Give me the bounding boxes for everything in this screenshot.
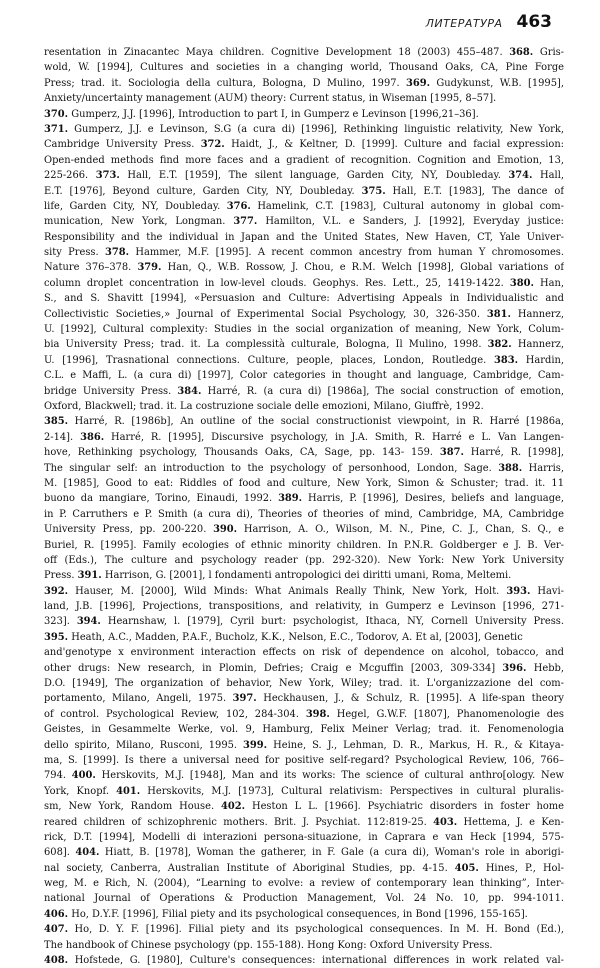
text-line: national Journal of Operations & Production Management, Vol. 24 No. 10, pp. 994-1011. bbox=[44, 893, 564, 905]
text-line: 392. Hauser, M. [2000], Wild Minds: What Animals Really Think, New York, Holt. 393. Havi- bbox=[44, 585, 564, 597]
text-line: of control. Psychological Review, 102, 284-304. 398. Hegel, G.W.F. [1807], Phanomenologie des bbox=[44, 708, 564, 720]
text-line: Press. 391. Harrison, G. [2001], l fondamenti antropologici dei diritti umani, Roma, Meltemi. bbox=[44, 570, 512, 582]
text-line: sm, New York, Random House. 402. Heston L L. [1966]. Psychiatric disorders in foster home bbox=[44, 801, 564, 813]
text-line: Oxford, Blackwell; trad. it. La costruzione sociale delle emozioni, Milano, Giuffrè, 1992. bbox=[44, 400, 484, 412]
text-line: Geistes, in Gesammelte Werke, vol. 9, Hamburg, Felix Meiner Verlag; trad. it. Fenomenologia bbox=[44, 724, 564, 736]
text-line: 407. Ho, D. Y. F. [1996]. Filial piety and its psychological consequences. In M. H. Bond (Ed.), bbox=[44, 924, 564, 936]
text-line: 406. Ho, D.Y.F. [1996], Filial piety and its psychological consequences, in Bond [1996, 155-165]. bbox=[44, 908, 528, 920]
text-line: 323]. 394. Hearnshaw, l. [1979], Cyril burt: psychologist, Ithaca, NY, Cornell University Press. bbox=[44, 616, 564, 628]
text-line: 2-14]. 386. Harré, R. [1995], Discursive psychology, in J.A. Smith, R. Harré e L. Van Langen- bbox=[44, 431, 564, 443]
text-line: munication, New York, Longman. 377. Hamilton, V.L. e Sanders, J. [1992], Everyday justice: bbox=[44, 216, 564, 228]
text-line: U. [1996], Trasnational connections. Culture, people, places, London, Routledge. 383. Hardin, bbox=[44, 354, 564, 366]
text-line: S., and S. Shavitt [1994], «Persuasion and Culture: Advertising Appeals in Individualistic and bbox=[44, 293, 564, 305]
text-line: York, Knopf. 401. Herskovits, M.J. [1973], Cultural relativism: Perspectives in cultural pluralis- bbox=[44, 785, 564, 797]
text-line: E.T. [1976], Beyond culture, Garden City, NY, Doubleday. 375. Hall, E.T. [1983], The dance of bbox=[44, 185, 564, 197]
text-line: Anxiety/uncertainty management (AUM) theory: Current status, in Wiseman [1995, 8–57]. bbox=[44, 93, 497, 105]
text-line: hove, Rethinking psychology, Thousands Oaks, CA, Sage, pp. 143- 159. 387. Harré, R. [1998], bbox=[44, 447, 564, 459]
text-line: University Press, pp. 200-220. 390. Harrison, A. O., Wilson, M. N., Pine, C. J., Chan, S. Q., e bbox=[44, 524, 564, 536]
text-line: nal society, Canberra, Australian Institute of Aboriginal Studies, pp. 4-15. 405. Hines, P., Hol- bbox=[44, 862, 564, 874]
text-line: weg, M. e Rich, N. (2004), “Learning to evolve: a review of contemporary lean thinking”, Inter- bbox=[44, 878, 564, 890]
text-line: other drugs: New research, in Plomin, Defries; Craig e Mcguffin [2003, 309-334] 396. Hebb, bbox=[44, 662, 564, 674]
text-line: dello spirito, Milano, Rusconi, 1995. 399. Heine, S. J., Lehman, D. R., Markus, H. R., & Kitaya- bbox=[44, 739, 564, 751]
text-line: Cambridge University Press. 372. Haidt, J., & Keltner, D. [1999]. Culture and facial expression: bbox=[44, 139, 564, 151]
text-line: C.L. e Maffi, L. (a cura di) [1997], Color categories in thought and language, Cambridge, Cam- bbox=[44, 370, 564, 382]
text-line: ma, S. [1999]. Is there a universal need for positive self-regard? Psychological Review, 106, 766– bbox=[44, 754, 564, 766]
running-header bbox=[426, 12, 552, 32]
text-line: 408. Hofstede, G. [1980], Culture's consequences: international differences in work related val- bbox=[44, 955, 564, 967]
text-line: and'genotype x environment interaction effects on risk of dependence on alcohol, tobacco, and bbox=[44, 647, 564, 659]
text-line: bia University Press; trad. it. La complessità culturale, Bologna, Il Mulino, 1998. 382. Hannerz, bbox=[44, 339, 564, 351]
text-line: reared children of schizophrenic mothers. Brit. J. Psychiat. 112:819-25. 403. Hettema, J. e Ken- bbox=[44, 816, 564, 828]
text-line: 370. Gumperz, J.J. [1996], Introduction to part I, in Gumperz e Levinson [1996,21–36]. bbox=[44, 108, 479, 120]
text-line: 794. 400. Herskovits, M.J. [1948], Man and its works: The science of cultural anthro[ology. New bbox=[44, 770, 564, 782]
text-line: Open-ended methods find more faces and a gradient of recognition. Cognition and Emotion, 13, bbox=[44, 154, 564, 166]
text-line: U. [1992], Cultural complexity: Studies in the social organization of meaning, New York, Colum- bbox=[44, 324, 564, 336]
text-line: 371. Gumperz, J.J. e Levinson, S.G (a cura di) [1996], Rethinking linguistic relativity, New York, bbox=[44, 123, 564, 135]
text-line: Buriel, R. [1995]. Family ecologies of ethnic minority children. In P.N.R. Goldberger e J. B. Ver- bbox=[44, 539, 564, 551]
text-line: Press; trad. it. Sociologia della cultura, Bologna, D Mulino, 1997. 369. Gudykunst, W.B. [1995], bbox=[44, 77, 564, 89]
text-line: Nature 376–378. 379. Han, Q., W.B. Rossow, J. Chou, e R.M. Welch [1998], Global variations of bbox=[44, 262, 564, 274]
text-line: 225-266. 373. Hall, E.T. [1959], The silent language, Garden City, NY, Doubleday. 374. Hall, bbox=[44, 170, 564, 182]
text-line: 608]. 404. Hiatt, B. [1978], Woman the gatherer, in F. Gale (a cura di), Woman's role in aborigi- bbox=[44, 847, 564, 859]
text-line: M. [1985], Good to eat: Riddles of food and culture, New York, Simon & Schuster; trad. it. 11 bbox=[44, 477, 564, 489]
text-line: buono da mangiare, Torino, Einaudi, 1992. 389. Harris, P. [1996], Desires, beliefs and language, bbox=[44, 493, 564, 505]
text-line: off (Eds.), The culture and psychology reader (pp. 292-320). New York: New York University bbox=[44, 554, 564, 566]
text-line: sity Press. 378. Hammer, M.F. [1995]. A recent common ancestry from human Y chromosomes. bbox=[44, 247, 564, 259]
text-line: portamento, Milano, Angeli, 1975. 397. Heckhausen, J., & Schulz, R. [1995]. A life-span theory bbox=[44, 693, 564, 705]
text-line: life, Garden City, NY, Doubleday. 376. Hamelink, C.T. [1983], Cultural autonomy in global com- bbox=[44, 200, 564, 212]
text-line: D.O. [1949], The organization of behavior, New York, Wiley; trad. it. L'organizzazione del com- bbox=[44, 678, 564, 690]
text-line: Responsibility and the individual in Japan and the United States, New Haven, CT, Yale Univer- bbox=[44, 231, 564, 243]
text-line: 385. Harré, R. [1986b], An outline of the social constructionist viewpoint, in R. Harré [1986a, bbox=[44, 416, 564, 428]
text-line: Collectivistic Societies,» Journal of Experimental Social Psychology, 30, 326-350. 381. Hannerz, bbox=[44, 308, 564, 320]
text-line: wold, W. [1994], Cultures and societies in a changing world, Thousand Oaks, CA, Pine Forge bbox=[44, 62, 564, 74]
page-number: 463 bbox=[516, 12, 552, 32]
section-title: ЛИТЕРАТУРА bbox=[425, 17, 503, 30]
text-line: resentation in Zinacantec Maya children. Cognitive Development 18 (2003) 455–487. 368. Gris- bbox=[44, 47, 564, 58]
text-line: bridge University Press. 384. Harré, R. (a cura di) [1986a], The social construction of emotion, bbox=[44, 385, 564, 397]
text-line: The singular self: an introduction to the psychology of personhood, London, Sage. 388. Harris, bbox=[44, 462, 564, 474]
text-line: column droplet concentration in low-level clouds. Geophys. Res. Lett., 25, 1419-1422. 380. Han, bbox=[44, 277, 564, 289]
bibliography-text bbox=[44, 45, 564, 968]
text-line: 395. Heath, A.C., Madden, P.A.F., Bucholz, K.K., Nelson, E.C., Todorov, A. Et al, [2003], Genetic bbox=[44, 631, 523, 643]
text-line: The handbook of Chinese psychology (pp. 155-188). Hong Kong: Oxford University Press. bbox=[44, 939, 493, 951]
text-line: rick, D.T. [1994], Modelli di interazioni persona-situazione, in Caprara e van Heck [1994, 575- bbox=[44, 831, 564, 843]
text-line: land, J.B. [1996], Projections, transpositions, and relativity, in Gumperz e Levinson [1996, 271- bbox=[44, 601, 564, 613]
text-line: in P. Carruthers e P. Smith (a cura di), Theories of theories of mind, Cambridge, MA, Cambridge bbox=[44, 508, 564, 520]
